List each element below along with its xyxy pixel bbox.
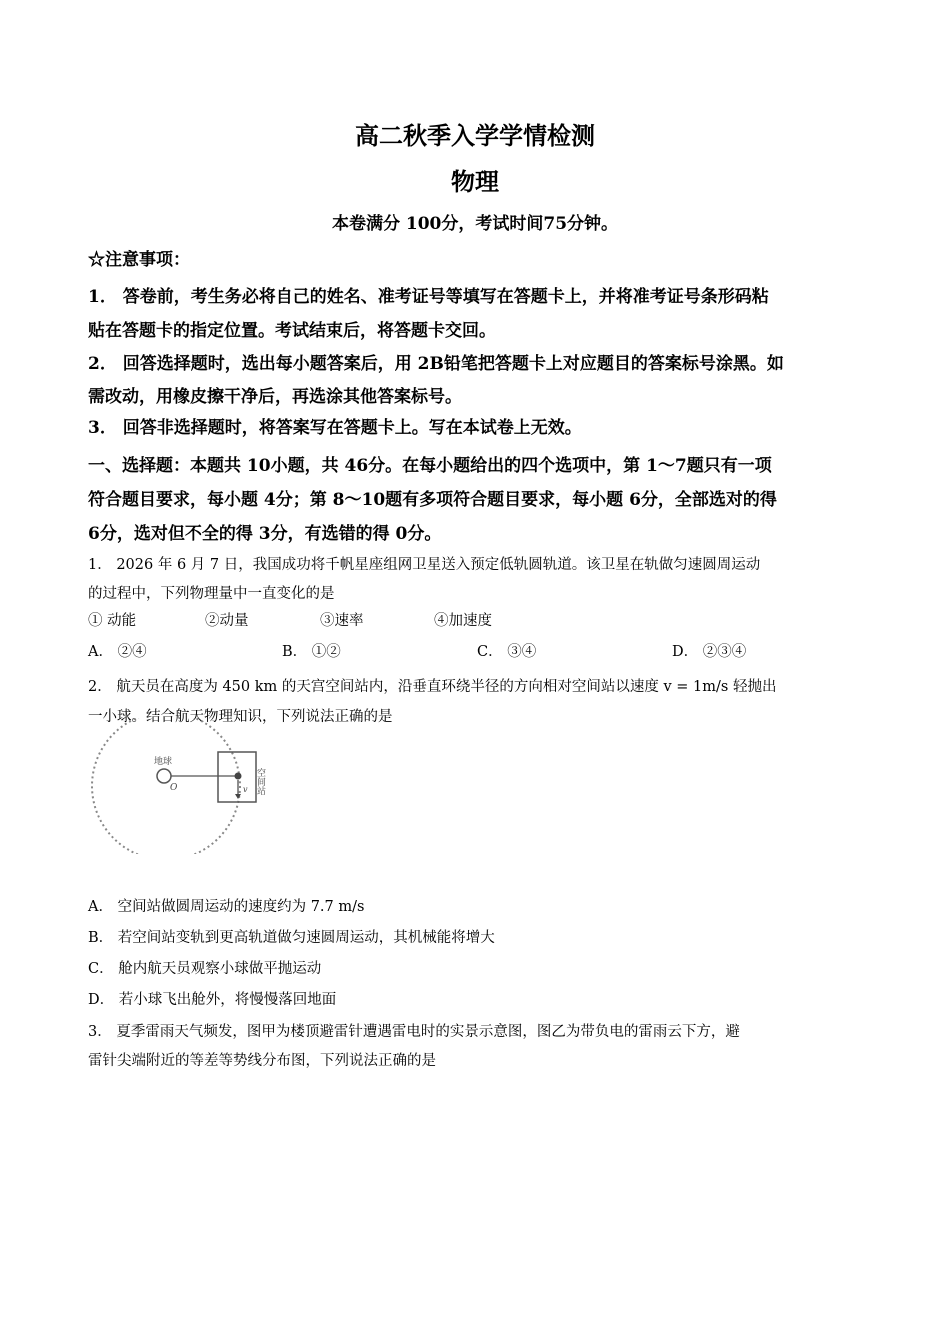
q2-stem-line-2: 一小球。结合航天物理知识，下列说法正确的是 bbox=[88, 709, 393, 725]
notice-item-2-line-2: 需改动，用橡皮擦干净后，再选涂其他答案标号。 bbox=[88, 387, 462, 407]
earth-label: 地球 bbox=[154, 757, 173, 767]
section-1-line-2: 符合题目要求，每小题 4分；第 8～10题有多项符合题目要求，每小题 6分，全部选对的得 bbox=[88, 490, 777, 510]
notice-item-1-line-1: 1． 答卷前，考生务必将自己的姓名、准考证号等填写在答题卡上，并将准考证号条形码粘 bbox=[88, 287, 769, 307]
q1-stem-line-1: 1． 2026 年 6 月 7 日，我国成功将千帆星座组网卫星送入预定低轨圆轨道。该卫星在轨做匀速圆周运动 bbox=[88, 557, 761, 573]
page-title: 高二秋季入学学情检测 bbox=[355, 121, 595, 150]
q1-quantity-4: ④加速度 bbox=[434, 613, 492, 629]
q1-quantity-3: ③速率 bbox=[320, 613, 364, 629]
q3-stem-line-2: 雷针尖端附近的等差等势线分布图，下列说法正确的是 bbox=[88, 1053, 436, 1069]
q1-stem-line-2: 的过程中，下列物理量中一直变化的是 bbox=[88, 586, 335, 602]
notice-item-3: 3． 回答非选择题时，将答案写在答题卡上。写在本试卷上无效。 bbox=[88, 418, 582, 438]
q1-option-b: B． ①② bbox=[282, 644, 341, 660]
center-label: O bbox=[170, 783, 178, 793]
section-1-line-1: 一、选择题：本题共 10小题，共 46分。在每小题给出的四个选项中，第 1～7题只有一项 bbox=[88, 456, 772, 476]
notice-heading: ☆注意事项： bbox=[88, 250, 190, 270]
q1-option-d: D． ②③④ bbox=[672, 644, 747, 660]
space-station-orbit-figure bbox=[88, 718, 278, 854]
q1-option-a: A． ②④ bbox=[88, 644, 147, 660]
station-label: 空间站 bbox=[255, 768, 265, 795]
section-1-line-3: 6分，选对但不全的得 3分，有选错的得 0分。 bbox=[88, 524, 442, 544]
notice-item-1-line-2: 贴在答题卡的指定位置。考试结束后，将答题卡交回。 bbox=[88, 321, 496, 341]
subject-title: 物理 bbox=[451, 167, 499, 196]
velocity-label: v bbox=[243, 785, 248, 794]
q2-option-b: B． 若空间站变轨到更高轨道做匀速圆周运动，其机械能将增大 bbox=[88, 930, 495, 946]
ball bbox=[235, 773, 242, 780]
q2-stem-line-1: 2． 航天员在高度为 450 km 的天宫空间站内，沿垂直环绕半径的方向相对空间站以速度 v = 1m/s 轻抛出 bbox=[88, 679, 777, 695]
earth-circle bbox=[157, 769, 171, 783]
notice-item-2-line-1: 2． 回答选择题时，选出每小题答案后，用 2B铅笔把答题卡上对应题目的答案标号涂黑。如 bbox=[88, 354, 784, 374]
q1-option-c: C． ③④ bbox=[477, 644, 537, 660]
q2-option-a: A． 空间站做圆周运动的速度约为 7.7 m/s bbox=[88, 899, 365, 915]
q2-option-c: C． 舱内航天员观察小球做平抛运动 bbox=[88, 961, 322, 977]
q1-quantity-1: ① 动能 bbox=[88, 613, 137, 629]
q1-quantity-2: ②动量 bbox=[205, 613, 249, 629]
exam-info: 本卷满分 100分，考试时间75分钟。 bbox=[331, 214, 619, 234]
q2-option-d: D． 若小球飞出舱外，将慢慢落回地面 bbox=[88, 992, 337, 1008]
q3-stem-line-1: 3． 夏季雷雨天气频发，图甲为楼顶避雷针遭遇雷电时的实景示意图，图乙为带负电的雷雨云下方，避 bbox=[88, 1024, 740, 1040]
